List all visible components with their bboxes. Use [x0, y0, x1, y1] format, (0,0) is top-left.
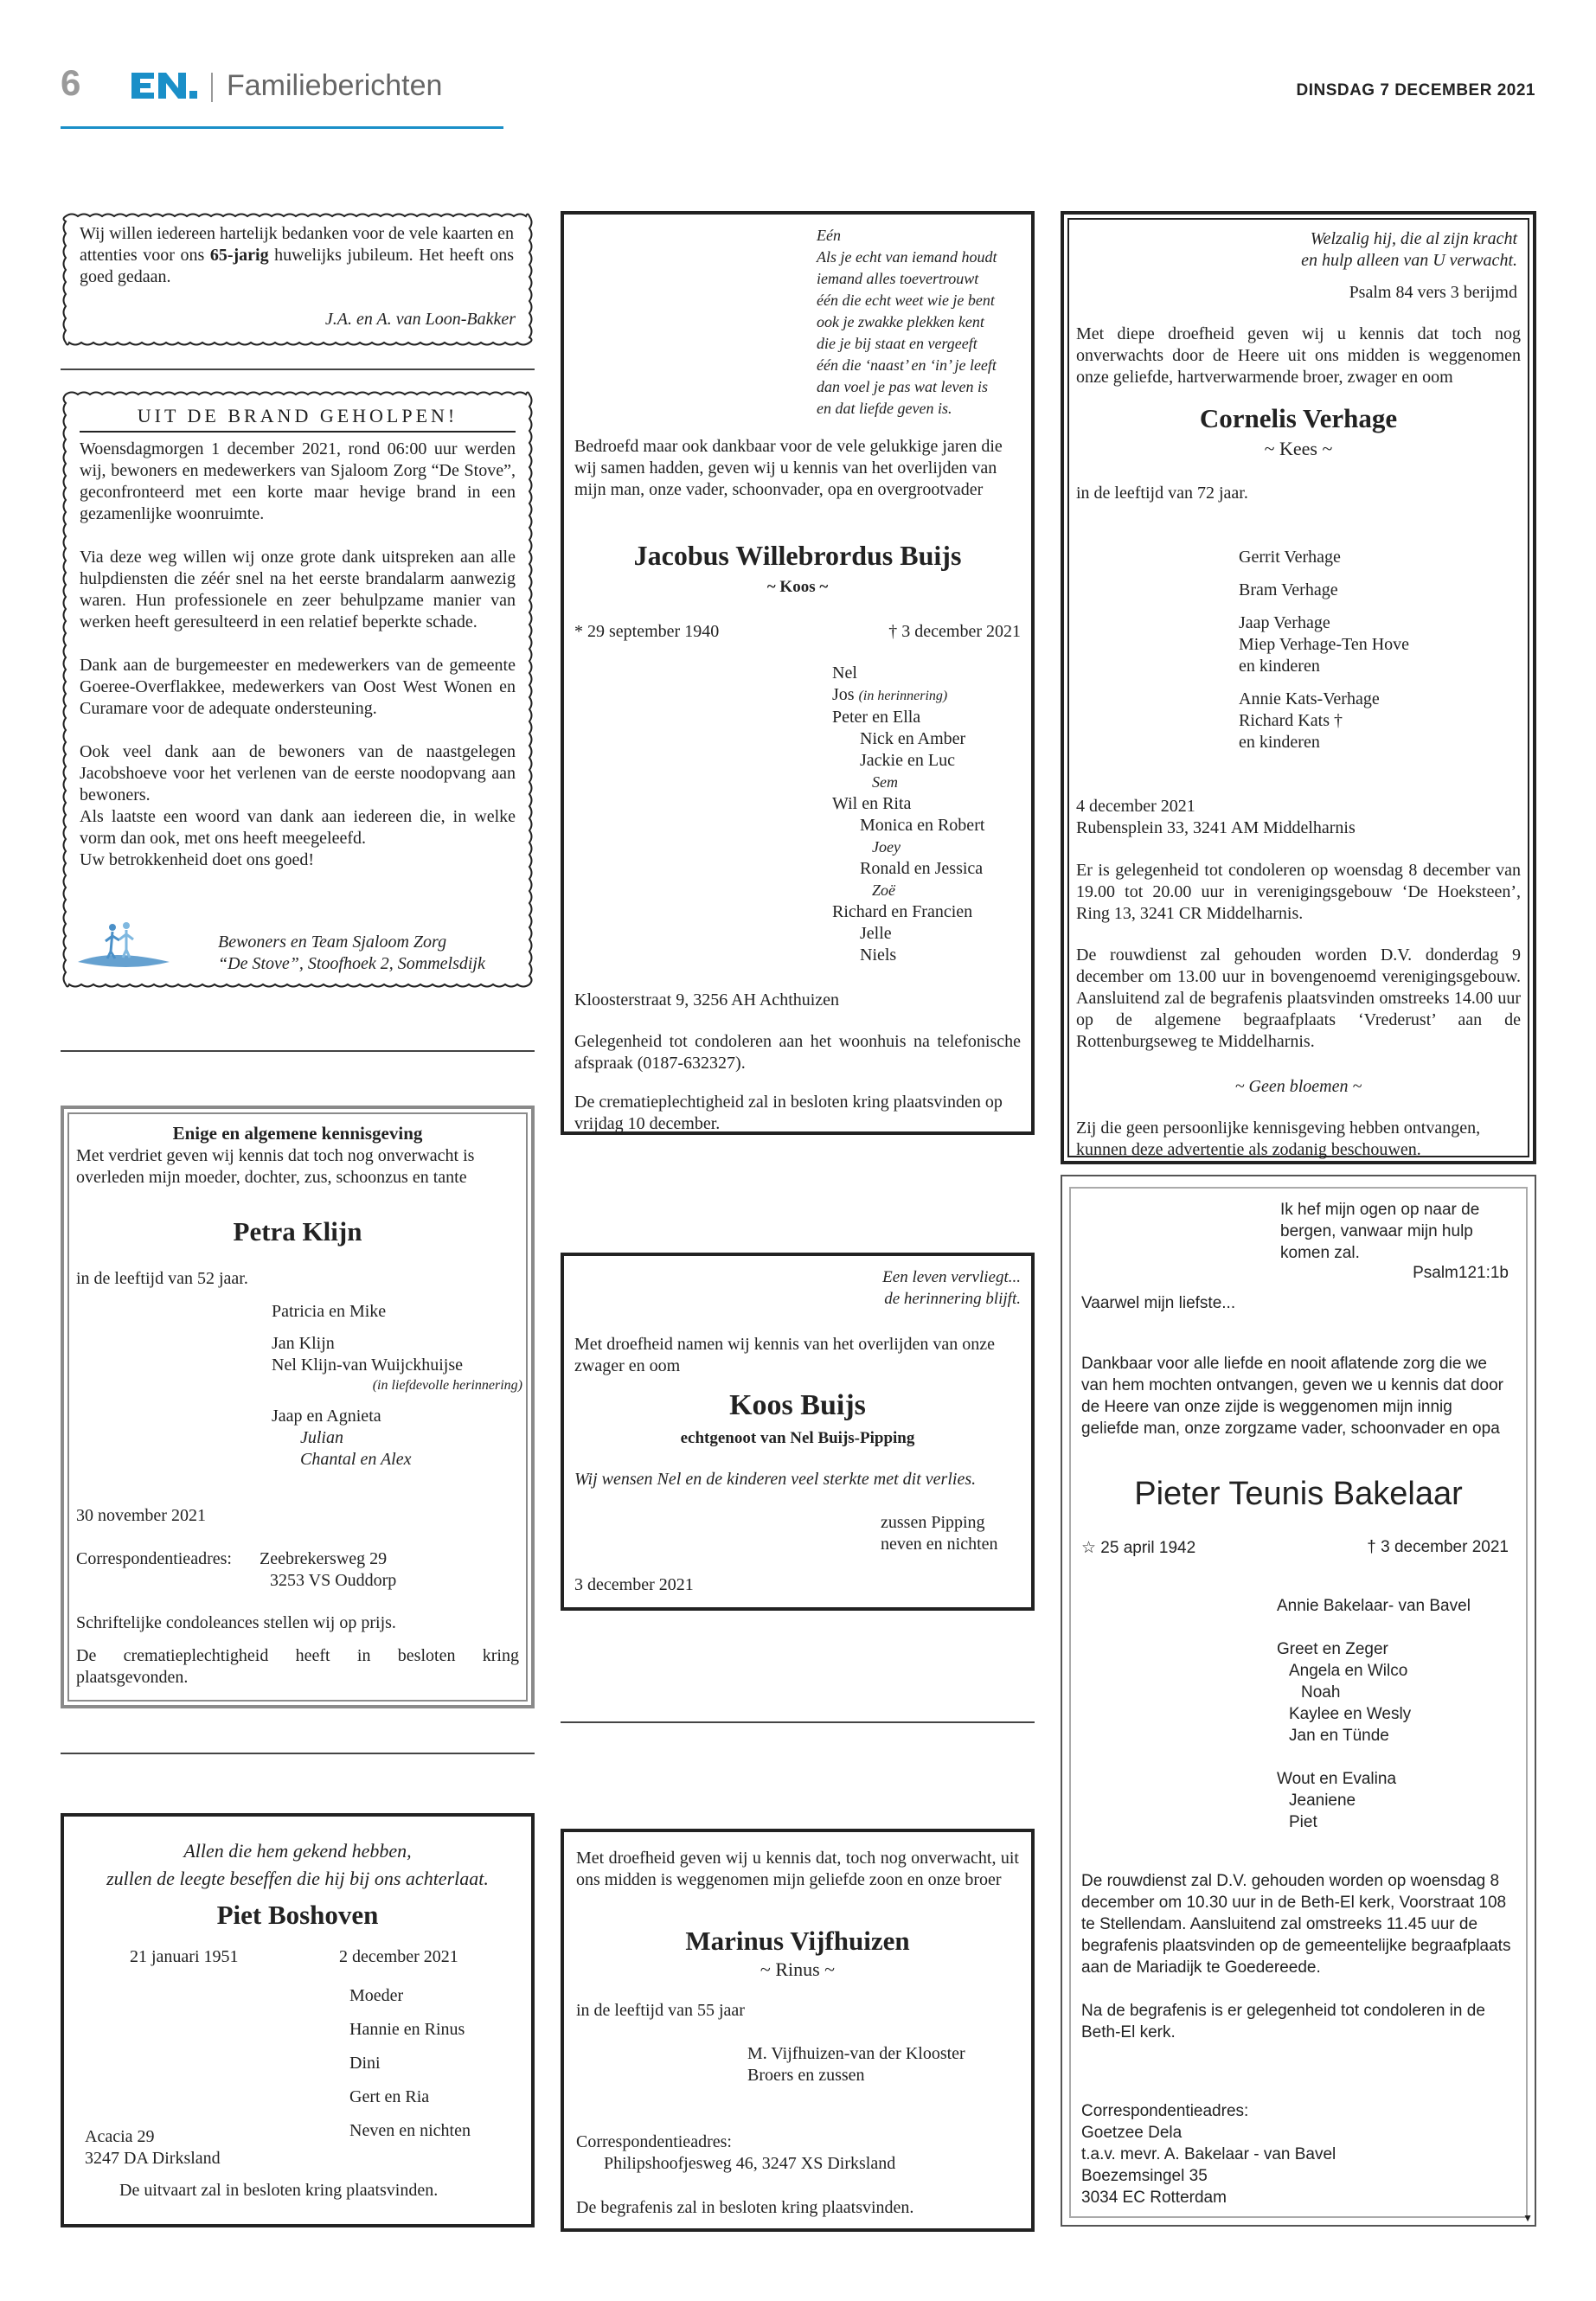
brand-paragraph: Als laatste een woord van dank aan iedereen die, in welke vorm dan ook, met ons heeft meegeleefd.: [80, 807, 516, 848]
koos-name: Koos Buijs: [729, 1389, 866, 1421]
koos-intro: Met droefheid namen wij kennis van het overlijden van onze zwager en oom: [574, 1335, 995, 1375]
issue-date: DINSDAG 7 DECEMBER 2021: [1296, 81, 1535, 99]
cornelis-condole: Er is gelegenheid tot condoleren op woensdag 8 december van 19.00 tot 20.00 uur in verenigingsgebouw ‘De Hoeksteen’, Ring 13, 3241 CR Middelharnis.: [1076, 861, 1521, 923]
pieter-corr: Correspondentieadres: Goetzee Dela t.a.v. mevr. A. Bakelaar - van Bavel Boezemsingel 35 3034 EC Rotterdam: [1081, 2102, 1336, 2207]
cornelis-age: in de leeftijd van 72 jaar.: [1076, 484, 1248, 503]
cornelis-final: Zij die geen persoonlijke kennisgeving hebben ontvangen, kunnen deze advertentie als zodanig beschouwen.: [1076, 1118, 1481, 1159]
cornelis-intro: Met diepe droefheid geven wij u kennis dat toch nog onverwachts door de Heere uit ons midden is weggenomen onze geliefde, hartverwarmende broer, zwager en oom: [1076, 324, 1521, 387]
piet-address: Acacia 29 3247 DA Dirksland: [85, 2127, 221, 2168]
petra-age: in de leeftijd van 52 jaar.: [76, 1269, 248, 1288]
pieter-born: ☆ 25 april 1942: [1081, 1539, 1196, 1557]
jacobus-nickname: ~ Koos ~: [766, 578, 829, 596]
pieter-service: De rouwdienst zal D.V. gehouden worden op woensdag 8 december om 10.30 uur in de Beth-El kerk, Voorstraat 108 te Stellendam. Aansluitend zal omstreeks 11.45 uur de begrafenis plaatsvinden op de gemeentelijke begraafplaats aan de Mariadijk te Goedereede.: [1081, 1872, 1511, 1977]
pieter-name: Pieter Teunis Bakelaar: [1134, 1476, 1463, 1512]
thanks-ad: [61, 211, 535, 348]
cornelis-nickname: ~ Kees ~: [1264, 438, 1333, 459]
koos-buijs-ad: [561, 1253, 1035, 1611]
jacobus-buijs-ad: [561, 211, 1035, 1135]
brand-title: UIT DE BRAND GEHOLPEN!: [137, 405, 458, 426]
jacobus-family: Nel Jos (in herinnering) Peter en Ella Nick en Amber Jackie en Luc Sem Wil en Rita Monica en Robert Joey Ronald en Jessica Zoë Richard en Francien Jelle Niels: [832, 663, 985, 965]
page-number: 6: [61, 62, 81, 103]
jacobus-name: Jacobus Willebrordus Buijs: [633, 540, 962, 571]
column-rule: [61, 1050, 535, 1052]
petra-corr-address: Zeebrekersweg 29 3253 VS Ouddorp: [260, 1549, 397, 1590]
brand-paragraph: Via deze weg willen wij onze grote dank uitspreken aan alle hulpdiensten die zéér snel na het eerste brandalarm aanwezig waren. Hun professionele en zeer behulpzame manier van werken heeft geresulteerd in een relatief beperkte schade.: [80, 548, 516, 631]
petra-klijn-ad: [61, 1106, 535, 1708]
sjaloom-logo-label: Sjaloom Zorg: [140, 965, 187, 974]
jacobus-died: † 3 december 2021: [888, 622, 1021, 641]
koos-wish: Wij wensen Nel en de kinderen veel sterkte met dit verlies.: [574, 1470, 977, 1489]
jacobus-intro: Bedroefd maar ook dankbaar voor de vele gelukkige jaren die wij samen hadden, geven wij u kennis van het overlijden van mijn man, onze vader, schoonvader, opa en overgrootvader: [574, 437, 1003, 499]
piet-note: De uitvaart zal in besloten kring plaatsvinden.: [119, 2181, 439, 2200]
petra-heading: Enige en algemene kennisgeving: [172, 1123, 423, 1144]
marinus-corr: Correspondentieadres: Philipshoofjesweg 46, 3247 XS Dirksland: [576, 2132, 896, 2173]
cornelis-family: Gerrit Verhage Bram Verhage Jaap Verhage Miep Verhage-Ten Hove en kinderen Annie Kats-Verhage Richard Kats † en kinderen: [1239, 548, 1410, 752]
sjaloom-zorg-logo: [76, 919, 187, 976]
petra-note: Schriftelijke condoleances stellen wij op prijs.: [76, 1613, 396, 1632]
brand-paragraph: Uw betrokkenheid doet ons goed!: [80, 850, 315, 869]
jacobus-note: De crematieplechtigheid zal in besloten kring plaatsvinden op vrijdag 10 december.: [574, 1093, 1003, 1133]
petra-name: Petra Klijn: [233, 1216, 362, 1247]
pieter-farewell: Vaarwel mijn liefste...: [1081, 1294, 1236, 1312]
marinus-intro: Met droefheid geven wij u kennis dat, toch nog onverwacht, uit ons midden is weggenomen mijn geliefde zoon en onze broer: [576, 1849, 1019, 1889]
brand-signature: Bewoners en Team Sjaloom Zorg “De Stove”, Stoofhoek 2, Sommelsdijk: [218, 933, 485, 973]
brand-paragraph: Dank aan de burgemeester en medewerkers van de gemeente Goeree-Overflakkee, medewerkers van Oost West Wonen en Curamare voor de adequate ondersteuning.: [80, 656, 516, 718]
piet-born: 21 januari 1951: [130, 1947, 239, 1966]
cornelis-service: De rouwdienst zal gehouden worden D.V. donderdag 9 december om 13.00 uur in bovengenoemd verenigingsgebouw. Aansluitend zal de begrafenis plaatsvinden omstreeks 14.00 uur op de algemene begraafplaats ‘Vrederust’ aan de Rottenburgseweg te Middelharnis.: [1076, 945, 1521, 1051]
cornelis-name: Cornelis Verhage: [1199, 403, 1398, 433]
jacobus-poem: Eén Als je echt van iemand houdt iemand alles toevertrouwt één die echt weet wie je bent ook je zwakke plekken kent die je bij staat en vergeeft één die ‘naast’ en ‘in’ je leeft dan voel je pas wat leven is en dat liefde geven is.: [817, 227, 997, 417]
brand-body: [80, 439, 516, 871]
koos-quote: Een leven vervliegt... de herinnering blijft.: [882, 1268, 1021, 1308]
petra-date: 30 november 2021: [76, 1506, 206, 1525]
pieter-died: † 3 december 2021: [1367, 1538, 1509, 1556]
jacobus-address: Kloosterstraat 9, 3256 AH Achthuizen: [574, 990, 840, 1009]
pieter-family: Annie Bakelaar- van Bavel Greet en Zeger Angela en Wilco Noah Kaylee en Wesly Jan en Tünde Wout en Evalina Jeaniene Piet: [1277, 1597, 1471, 1831]
header-separator: [211, 73, 213, 102]
pieter-intro: Dankbaar voor alle liefde en nooit aflatende zorg die we van hem mochten ontvangen, geven we u kennis dat door de Heere van onze zijde is weggenomen mijn innig geliefde man, onze zorgzame vader, schoonvader en opa: [1081, 1355, 1503, 1438]
koos-subtitle: echtgenoot van Nel Buijs-Pipping: [680, 1429, 915, 1447]
scroll-down-icon: ▼: [1522, 2212, 1533, 2224]
petra-corr-label: Correspondentieadres:: [76, 1549, 232, 1568]
en-logo: [131, 69, 201, 102]
petra-family: Patricia en Mike Jan Klijn Nel Klijn-van Wuijckhuijse (in liefdevolle herinnering) Jaap en Agnieta Julian Chantal en Alex: [272, 1302, 522, 1469]
koos-date: 3 december 2021: [574, 1575, 694, 1594]
piet-name: Piet Boshoven: [216, 1900, 379, 1930]
cornelis-psalm: Psalm 84 vers 3 berijmd: [1349, 283, 1517, 302]
pieter-quote: Ik hef mijn ogen op naar de bergen, vanwaar mijn hulp komen zal.: [1280, 1201, 1480, 1262]
cornelis-no-flowers: ~ Geen bloemen ~: [1234, 1077, 1362, 1096]
brand-title-rule: [80, 431, 516, 433]
jacobus-born: * 29 september 1940: [574, 622, 720, 641]
column-rule: [561, 1721, 1035, 1723]
marinus-age: in de leeftijd van 55 jaar: [576, 2001, 745, 2020]
piet-family: Moeder Hannie en Rinus Dini Gert en Ria Neven en nichten: [349, 1986, 471, 2140]
marinus-name: Marinus Vijfhuizen: [685, 1926, 910, 1956]
petra-intro: Met verdriet geven wij kennis dat toch nog onverwacht is overleden mijn moeder, dochter, zus, schoonzus en tante: [76, 1146, 475, 1187]
brand-ad: [61, 389, 535, 990]
piet-quote: Allen die hem gekend hebben, zullen de leegte beseffen die hij bij ons achterlaat.: [106, 1840, 489, 1889]
marinus-signature: M. Vijfhuizen-van der Klooster Broers en zussen: [747, 2044, 965, 2085]
brand-paragraph: Woensdagmorgen 1 december 2021, rond 06:00 uur werden wij, bewoners en medewerkers van Sjaloom Zorg “De Stove”, geconfronteerd met een korte maar hevige brand in een gezamenlijke woonruimte.: [80, 439, 516, 523]
thanks-text: Wij willen iedereen hartelijk bedanken voor de vele kaarten en attenties voor ons 65-jarig huwelijks jubileum. Het heeft ons goed gedaan.: [80, 224, 514, 286]
column-rule: [61, 1753, 535, 1754]
marinus-note: De begrafenis zal in besloten kring plaatsvinden.: [576, 2198, 914, 2217]
column-rule: [61, 369, 535, 370]
pieter-psalm: Psalm121:1b: [1413, 1264, 1509, 1282]
header-rule: [61, 126, 503, 129]
brand-paragraph: Ook veel dank aan de bewoners van de naastgelegen Jacobshoeve voor het verlenen van de eerste noodopvang aan bewoners.: [80, 742, 516, 804]
koos-signature: zussen Pipping neven en nichten: [881, 1513, 998, 1554]
cornelis-date-address: 4 december 2021 Rubensplein 33, 3241 AM Middelharnis: [1076, 797, 1356, 837]
cornelis-quote: Welzalig hij, die al zijn kracht en hulp alleen van U verwacht.: [1301, 229, 1517, 270]
marinus-nickname: ~ Rinus ~: [760, 1958, 836, 1980]
pieter-bakelaar-ad: [1061, 1175, 1536, 2227]
petra-note: De crematieplechtigheid heeft in besloten kring plaatsgevonden.: [76, 1646, 519, 1687]
thanks-signature: J.A. en A. van Loon-Bakker: [324, 310, 516, 329]
pieter-condole: Na de begrafenis is er gelegenheid tot condoleren in de Beth-El kerk.: [1081, 2002, 1485, 2041]
piet-died: 2 december 2021: [339, 1947, 458, 1966]
marinus-vijfhuizen-ad: [561, 1829, 1035, 2232]
jacobus-note: Gelegenheid tot condoleren aan het woonhuis na telefonische afspraak (0187-632327).: [574, 1032, 1021, 1073]
piet-boshoven-ad: [61, 1813, 535, 2227]
cornelis-verhage-ad: [1061, 211, 1536, 1164]
section-title: Familieberichten: [227, 69, 443, 102]
